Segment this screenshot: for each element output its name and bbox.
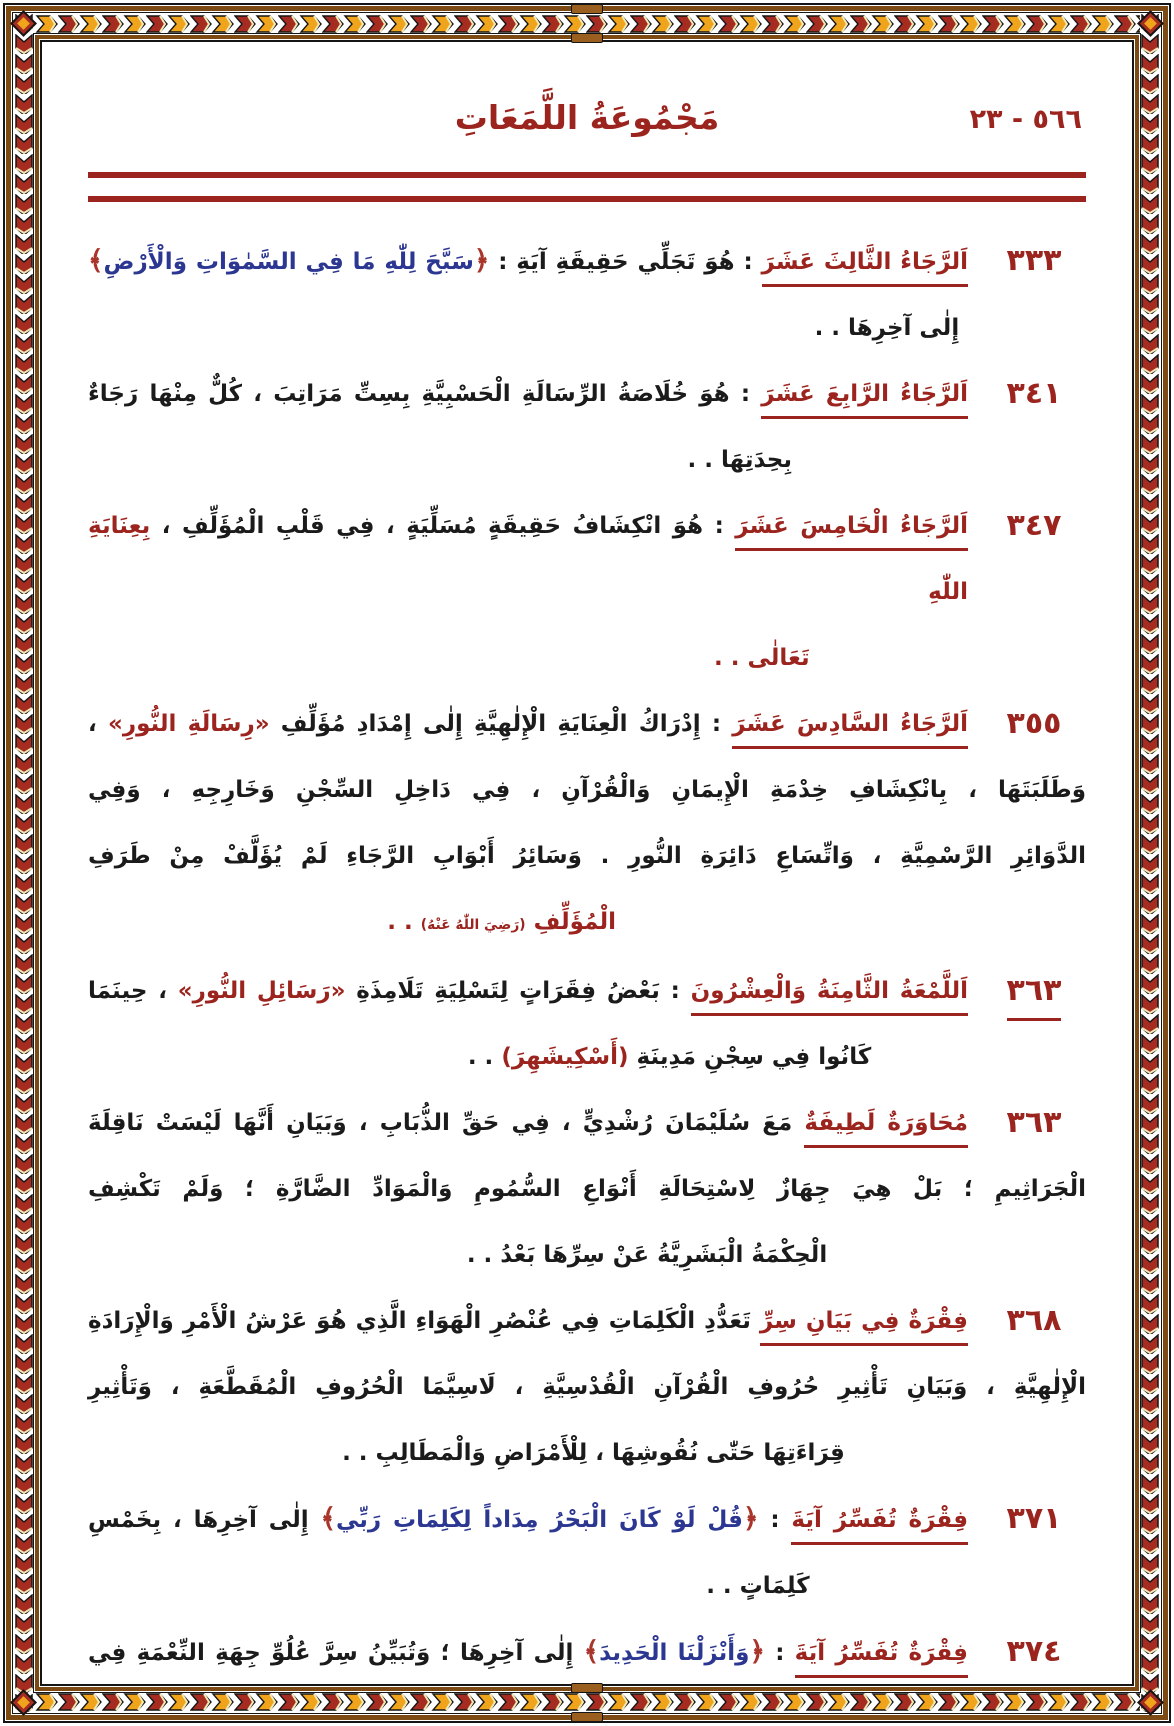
entry-line bbox=[88, 1024, 871, 1090]
entry-number: ٣٦٣ bbox=[982, 958, 1086, 1024]
quran-bracket-icon: ﴿ bbox=[473, 245, 490, 276]
body-text: قِرَاءَتِهَا حَتّٰى نُقُوشِهَا ، لِلْأَمْرَاضِ وَالْمَطَالِبِ . . bbox=[342, 1440, 845, 1466]
index-entry bbox=[88, 493, 1086, 691]
border-corner-ornament bbox=[1137, 10, 1164, 37]
entry-number: ٣٧٤ bbox=[1006, 1634, 1062, 1669]
entry-line bbox=[88, 295, 959, 361]
body-text: : هُوَ تَجَلِّي حَقِيقَةِ آيَةِ : bbox=[489, 249, 762, 275]
body-text: كَانُوا فِي سِجْنِ مَدِينَةِ bbox=[628, 1044, 872, 1070]
entry-heading: اَلرَّجَاءُ الرَّابِعَ عَشَرَ bbox=[761, 381, 968, 419]
body-text: إِلٰى آخِرِهَا ، بِخَمْسِ bbox=[88, 1507, 321, 1533]
body-text: وَطَلَبَتَهَا ، بِانْكِشَافِ خِدْمَةِ الْإِيمَانِ وَالْقُرْآنِ ، فِي دَاخِلِ السِّجْنِ وَخَارِجِهِ ، وَفِي bbox=[88, 777, 1086, 803]
border-center-tab bbox=[571, 33, 603, 43]
quran-bracket-icon: ﴾ bbox=[320, 1503, 336, 1534]
body-text: : bbox=[764, 1640, 795, 1666]
entry-number: ٣٤١ bbox=[1006, 376, 1062, 411]
body-text: الْجَرَاثِيمِ ؛ بَلْ هِيَ جِهَازٌ لِاسْتِحَالَةِ أَنْوَاعِ السُّمُومِ وَالْمَوَادِّ الضَّارَّةِ ؛ وَلَمْ تَكْشِفِ bbox=[88, 1176, 1086, 1202]
border-chain-pattern-right bbox=[1140, 14, 1160, 1712]
index-entry bbox=[88, 1090, 1086, 1288]
entry-heading: فِقْرَةٌ تُفَسِّرُ آيَةَ bbox=[791, 1507, 968, 1545]
entry-heading: اَلرَّجَاءُ السَّادِسَ عَشَرَ bbox=[732, 711, 968, 749]
quran-bracket-icon: ﴾ bbox=[88, 245, 104, 276]
page-content bbox=[44, 44, 1130, 1682]
body-text: . . bbox=[467, 1044, 502, 1070]
border-chain-pattern-top bbox=[14, 14, 1160, 34]
entry-line bbox=[88, 757, 1086, 823]
entry-line bbox=[88, 1354, 1086, 1420]
entry-number: ٣٤٧ bbox=[1006, 508, 1062, 543]
page-title: مَجْمُوعَةُ اللَّمَعَاتِ bbox=[454, 98, 720, 137]
honorific-radi-allahu-anhu: (رَضِيَ اللّٰهُ عَنْهُ) bbox=[420, 917, 526, 933]
index-entry bbox=[88, 1619, 1086, 1686]
body-text: مَعَ سُلَيْمَانَ رُشْدِيٍّ ، فِي حَقِّ الذُّبَابِ ، وَبَيَانِ أَنَّهَا لَيْسَتْ نَاقِلَةَ bbox=[88, 1110, 805, 1136]
entry-number: ٣٦٨ bbox=[1006, 1303, 1062, 1338]
entries-list bbox=[88, 228, 1086, 1686]
body-text: : بَعْضُ فِقَرَاتٍ لِتَسْلِيَةِ تَلَامِذَةِ bbox=[345, 978, 691, 1004]
body-text: ، bbox=[88, 711, 108, 737]
red-text: الْمُؤَلِّفِ bbox=[525, 909, 616, 935]
body-text: : هُوَ خُلَاصَةُ الرِّسَالَةِ الْحَسْبِيَّةِ بِسِتِّ مَرَاتِبَ ، كُلٌّ مِنْهَا رَجَاءٌ bbox=[88, 381, 762, 407]
entry-heading: اَلرَّجَاءُ الثَّالِثَ عَشَرَ bbox=[762, 249, 968, 287]
border-corner-ornament bbox=[1137, 1689, 1164, 1716]
entry-line bbox=[88, 493, 968, 625]
entry-line bbox=[88, 823, 1086, 889]
entry-heading: فِقْرَةٌ تُفَسِّرُ آيَةَ bbox=[795, 1640, 968, 1678]
entry-line bbox=[88, 1553, 810, 1619]
entry-number: ٣٣٣ bbox=[1006, 243, 1062, 278]
red-text: (أَسْكِيشَهِرَ) bbox=[501, 1044, 629, 1070]
body-text: الْحِكْمَةُ الْبَشَرِيَّةُ عَنْ سِرِّهَا بَعْدُ . . bbox=[466, 1242, 828, 1268]
index-entry bbox=[88, 361, 1086, 493]
body-text: : إِدْرَاكُ الْعِنَايَةِ الْإِلٰهِيَّةِ إِلٰى إِمْدَادِ مُؤَلِّفِ bbox=[269, 711, 733, 737]
entry-line bbox=[88, 228, 968, 295]
entry-line bbox=[88, 691, 968, 757]
border-center-tab bbox=[571, 1712, 603, 1722]
index-entry bbox=[88, 228, 1086, 361]
body-text: : bbox=[758, 1507, 792, 1533]
border-chain-pattern-bottom bbox=[14, 1692, 1160, 1712]
entry-line bbox=[88, 427, 792, 493]
entry-heading: فِقْرَةٌ فِي بَيَانِ سِرِّ bbox=[760, 1308, 968, 1346]
index-entry bbox=[88, 691, 1086, 958]
entry-heading: مُحَاوَرَةٌ لَطِيفَةٌ bbox=[804, 1110, 968, 1148]
index-entry bbox=[88, 1288, 1086, 1486]
page-number: ٥٦٦ - ٢٣ bbox=[969, 104, 1082, 135]
border-center-tab bbox=[571, 4, 603, 14]
body-text: إِلٰى آخِرِهَا . . bbox=[814, 315, 960, 341]
entry-line bbox=[88, 958, 968, 1024]
quran-verse: قُلْ لَوْ كَانَ الْبَحْرُ مِدَاداً لِكَلِمَاتِ رَبِّي bbox=[335, 1507, 743, 1533]
body-text: : هُوَ انْكِشَافُ حَقِيقَةٍ مُسَلِّيَةٍ ، فِي قَلْبِ الْمُؤَلِّفِ ، bbox=[150, 513, 736, 539]
entry-number: ٣٦٣ bbox=[1006, 1105, 1062, 1140]
entry-number: ٣٥٥ bbox=[1006, 706, 1062, 741]
index-entry bbox=[88, 1486, 1086, 1619]
red-text: «رَسَائِلِ النُّورِ» bbox=[177, 978, 346, 1004]
body-text: إِلٰى آخِرِهَا ؛ وَتُبَيِّنُ سِرَّ عُلُوِّ جِهَةِ النِّعْمَةِ فِي bbox=[88, 1640, 584, 1666]
index-entry bbox=[88, 958, 1086, 1090]
entry-heading: اَلرَّجَاءُ الْخَامِسَ عَشَرَ bbox=[735, 513, 968, 551]
red-text: «رِسَالَةِ النُّورِ» bbox=[107, 711, 270, 737]
entry-line bbox=[88, 1420, 845, 1486]
body-text: تَعَدُّدِ الْكَلِمَاتِ فِي عُنْصُرِ الْهَوَاءِ الَّذِي هُوَ عَرْشُ الْأَمْرِ وَالْإِرَادَةِ bbox=[88, 1308, 760, 1334]
quran-verse: وَأَنْزَلْنَا الْحَدِيدَ bbox=[599, 1640, 750, 1666]
entry-line bbox=[88, 1288, 968, 1354]
entry-line bbox=[88, 1222, 827, 1288]
page-header bbox=[88, 70, 1086, 166]
border-corner-ornament bbox=[10, 1689, 37, 1716]
border-chain-pattern-left bbox=[14, 14, 34, 1712]
border-corner-ornament bbox=[10, 10, 37, 37]
body-text: ، حِينَمَا bbox=[88, 978, 178, 1004]
quran-bracket-icon: ﴾ bbox=[583, 1636, 600, 1667]
double-rule bbox=[88, 172, 1086, 202]
body-text: بِحِدَتِهَا . . bbox=[687, 447, 792, 473]
entry-line bbox=[88, 889, 616, 958]
entry-line bbox=[88, 1090, 968, 1156]
body-text: كَلِمَاتٍ . . bbox=[706, 1573, 810, 1599]
body-text: الدَّوَائِرِ الرَّسْمِيَّةِ ، وَاتِّسَاعِ دَائِرَةِ النُّورِ . وَسَائِرُ أَبْوَابِ الرَّجَاءِ لَمْ يُؤَلَّفْ مِنْ طَرَفِ bbox=[88, 843, 1086, 869]
entry-line bbox=[88, 1486, 968, 1553]
red-text: تَعَالٰى . . bbox=[713, 645, 810, 671]
entry-heading: اَللَّمْعَةُ الثَّامِنَةُ وَالْعِشْرُونَ bbox=[691, 978, 968, 1016]
body-text: الْإِلٰهِيَّةِ ، وَبَيَانِ تَأْثِيرِ حُرُوفِ الْقُرْآنِ الْقُدْسِيَّةِ ، لَاسِيَّمَا الْحُرُوفِ الْمُقَطَّعَةِ ، وَتَأْثِيرِ bbox=[88, 1374, 1086, 1400]
quran-bracket-icon: ﴿ bbox=[743, 1503, 759, 1534]
red-text: . . bbox=[387, 909, 421, 935]
quran-bracket-icon: ﴿ bbox=[749, 1636, 765, 1667]
red-text: بِعِنَايَةِ اللّٰهِ bbox=[88, 513, 968, 605]
quran-verse: سَبَّحَ لِلّٰهِ مَا فِي السَّمٰوَاتِ وَالْأَرْضِ bbox=[103, 249, 474, 275]
entry-line bbox=[88, 625, 810, 691]
entry-line bbox=[88, 1156, 1086, 1222]
entry-line bbox=[88, 1619, 968, 1686]
entry-line bbox=[88, 361, 968, 427]
entry-number: ٣٧١ bbox=[1006, 1501, 1062, 1536]
